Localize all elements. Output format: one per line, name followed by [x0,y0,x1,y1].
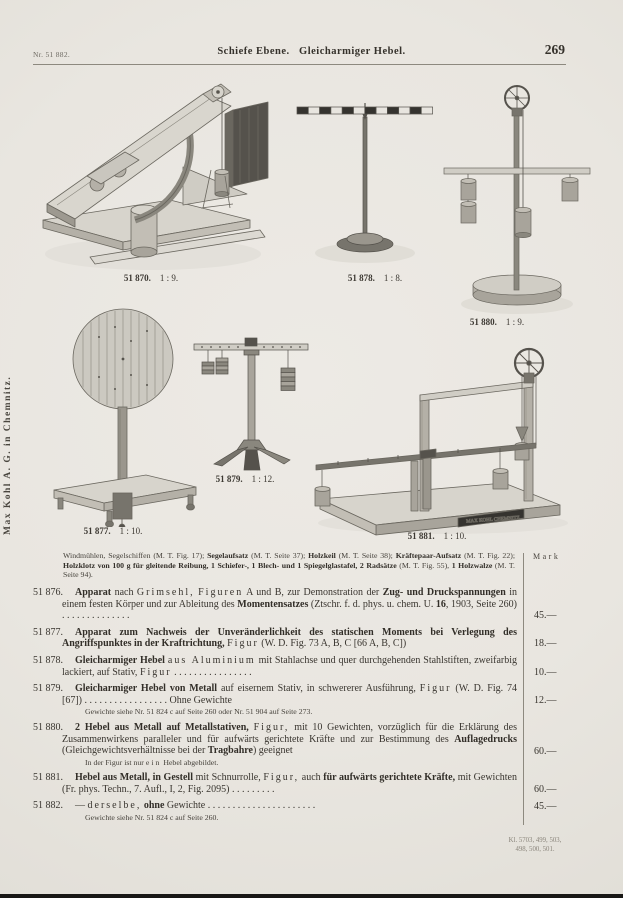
catalog-item-51879 [30,683,590,717]
figure-lever-gantry-illustration [308,337,568,537]
item-number: 51 879. [33,683,63,695]
plate-class-line: 498, 500, 501. [515,845,555,853]
figure-inclined-plane-illustration [35,72,270,277]
item-number: 51 881. [33,772,63,784]
item-note: Gewichte siehe Nr. 51 824 c auf Seite 260. [85,813,219,823]
figure-number: 51 879. [215,474,243,484]
figure-caption-51878 [312,273,438,283]
base-plate-engraving: MAX KOHL CHEMNITZ [465,515,520,525]
item-number: 51 877. [33,626,63,638]
figure-scale: 1 : 9. [159,273,179,283]
figure-lever-stand-illustration [432,82,597,317]
figure-disc-stand-illustration [50,297,200,527]
item-price: 60.— [534,745,557,757]
page-title: Schiefe Ebene. Gleicharmiger Hebel. [217,46,406,57]
figure-lever-tripod-illustration [188,328,313,478]
header-catalog-ref: Nr. 51 882. [33,50,71,59]
item-description: Apparat nach Grimsehl, Figuren A und B, zur Demonstration der Zug- und Druckspannungen in einem festen Körper und zur Ableitung des Momentensatzes (Ztschr. f. d. phys. u. chem. U. 16, 1903, Seite 260) . . . . . . . . . . . . . . [62,587,518,622]
figure-number: 51 878. [347,273,375,283]
catalog-item-51881 [30,772,590,795]
catalog-item-51877 [30,627,590,650]
item-price: 12.— [534,695,557,707]
item-price: 45.— [534,610,557,622]
price-column-rule [523,553,524,825]
header-rule [33,64,566,65]
catalog-item-51880 [30,722,590,767]
item-number: 51 878. [33,655,63,667]
publisher-sidebar-text: Max Kohl A. G. in Chemnitz. [3,375,13,535]
price-column-header: Mark [533,552,561,561]
checkered-bar [297,107,433,114]
figure-caption-51877 [50,526,176,536]
intro-note: Windmühlen, Segelschiffen (M. T. Fig. 17); Segelaufsatz (M. T. Seite 37); Holzkeil (M. T. Seite 38); Kräftepaar-Aufsatz (M. T. Fig. 22); Holzklotz von 100 g für gleitende Reibung, 1 Schiefer-, 1 Blech- und 1 Spiegelglastafel, 2 Radsätze (M. T. Fig. 55), 1 Holzwalze (M. T. Seite 94). [63,551,515,580]
figure-scale: 1 : 12. [251,474,275,484]
item-price: 45.— [534,800,557,812]
figure-caption-51870 [88,273,214,283]
page-number: 269 [544,42,565,57]
plate-class-line: Kl. 5703, 499, 503, [508,837,562,844]
figure-caption-51881 [374,531,500,541]
catalog-item-51878 [30,655,590,678]
figure-scale: 1 : 10. [119,526,143,536]
item-description: Gleicharmiger Hebel aus Aluminium mit Stahlachse und quer durchgehenden Stahlstiften, zweifarbig lackiert, auf Stativ, Figur . . . . . . . . . . . . . . . . [62,655,517,678]
figure-number: 51 877. [83,526,111,536]
item-description: 2 Hebel aus Metall auf Metallstativen, Figur, mit 10 Gewichten, vorzüglich für die Erklärung des Zusammenwirkens paralleler und für aufwärts gerichtete Kräfte und zur Bestimmung des Auflagedrucks (Gleichgewichtsverhältnisse bei der Tragbahre) geeignet [62,721,518,757]
figure-number: 51 870. [123,273,151,283]
figure-caption-51879 [182,474,308,484]
catalog-text-block [30,551,590,853]
catalog-item-51876 [30,587,590,622]
figure-caption-51880 [434,317,560,327]
item-price: 60.— [534,783,557,795]
figure-scale: 1 : 9. [505,317,525,327]
item-number: 51 876. [33,587,63,599]
item-description: Hebel aus Metall, in Gestell mit Schnurrolle, Figur, auch für aufwärts gerichtete Kräfte, mit Gewichten (Fr. phys. Techn., 7. Aufl., I, 2, Fig. 2095) . . . . . . . . . [62,772,517,795]
item-note: Gewichte siehe Nr. 51 824 c auf Seite 260 oder Nr. 51 904 auf Seite 273. [85,707,313,717]
item-number: 51 882. [33,800,63,812]
item-number: 51 880. [33,721,63,733]
figure-scale: 1 : 10. [443,531,467,541]
scan-edge [0,894,623,898]
item-price: 10.— [534,666,557,678]
item-description: Apparat zum Nachweis der Unveränderlichkeit des statischen Moments bei Verlegung des Angriffspunktes in der Kraftrichtung, Figur (W. D. Fig. 73 A, B, C [66 A, B, C]) [62,626,517,650]
item-note: In der Figur ist nur ein Hebel abgebildet. [85,757,219,767]
figure-checkered-lever-illustration [285,85,445,270]
plate-class-reference [468,837,602,854]
figure-number: 51 881. [407,531,435,541]
figure-number: 51 880. [469,317,497,327]
item-description: Gleicharmiger Hebel von Metall auf eisernem Stativ, in schwererer Ausführung, Figur (W. D. Fig. 74 [67]) . . . . . . . . . . . . . . . . . Ohne Gewichte [62,683,517,706]
item-description: — derselbe, ohne Gewichte . . . . . . . . . . . . . . . . . . . . . . [75,800,316,812]
item-price: 18.— [534,638,557,650]
figure-scale: 1 : 8. [383,273,403,283]
catalog-item-51882 [30,800,590,822]
